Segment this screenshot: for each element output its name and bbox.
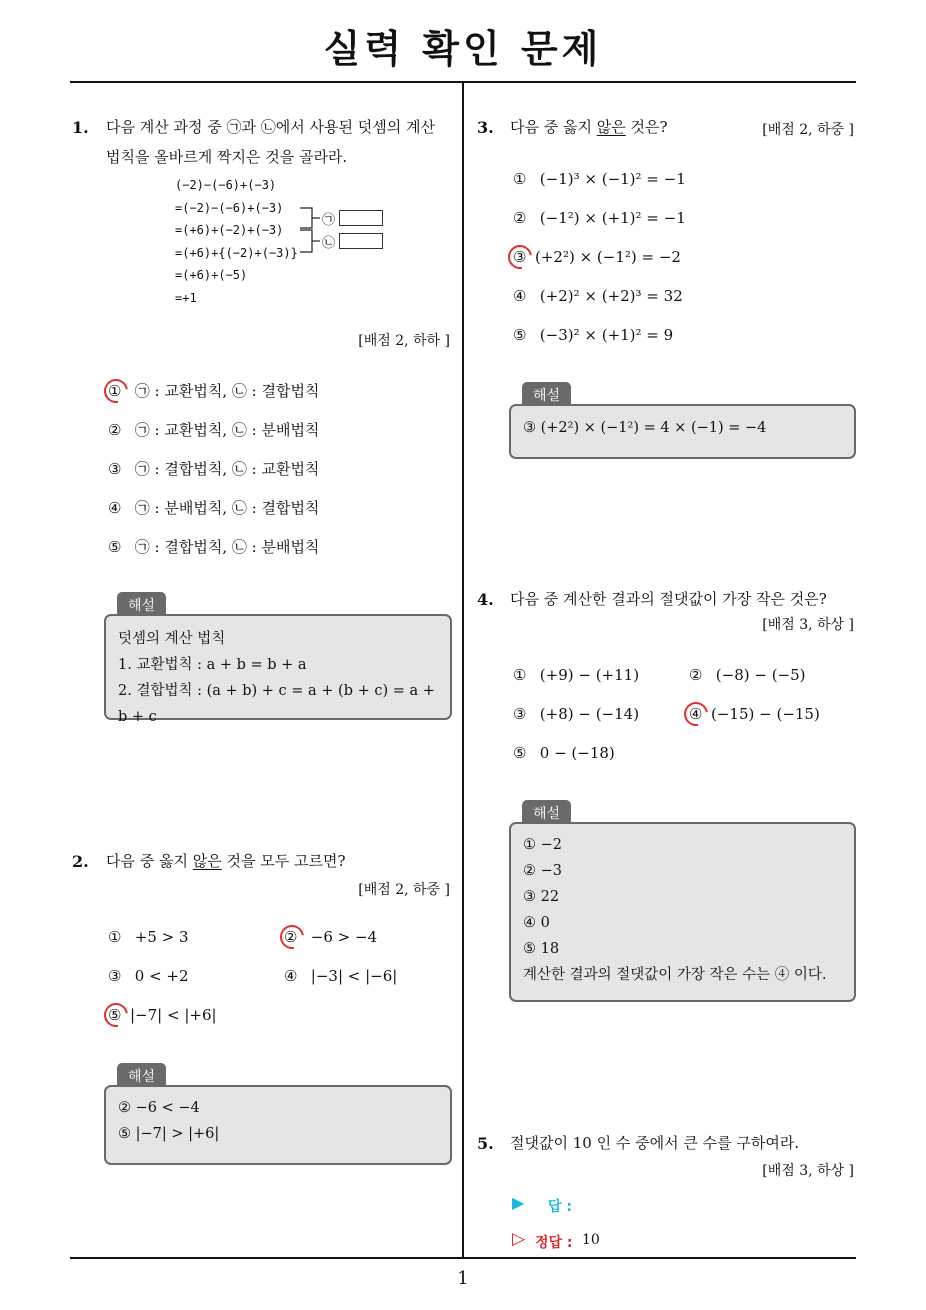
solution-tag: 해설 <box>522 800 571 827</box>
q1-option-2[interactable]: ② ㉠ : 교환법칙, ㉡ : 분배법칙 <box>108 421 320 439</box>
question-1-line-1: 다음 계산 과정 중 ㉠과 ㉡에서 사용된 덧셈의 계산 <box>106 118 435 136</box>
question-1-score: [배점 2, 하하 ] <box>358 333 450 349</box>
solution-line: ② −6 < −4 <box>118 1100 200 1116</box>
q2-option-3[interactable]: ③ 0 < +2 <box>108 967 189 985</box>
q1-option-4[interactable]: ④ ㉠ : 분배법칙, ㉡ : 결합법칙 <box>108 499 320 517</box>
q4-option-2[interactable]: ② (−8) − (−5) <box>689 666 806 684</box>
q4-option-1[interactable]: ① (+9) − (+11) <box>513 666 640 684</box>
question-3-number: 3. <box>477 118 494 137</box>
solution-box-3 <box>509 404 856 459</box>
question-5-number: 5. <box>477 1134 494 1153</box>
q3-option-4[interactable]: ④ (+2)² × (+2)³ = 32 <box>513 287 683 305</box>
calc-line: =(+6)+{(−2)+(−3)} <box>175 245 298 260</box>
blank-b <box>339 233 383 249</box>
answer-label: 답 : <box>548 1199 572 1215</box>
solution-tag: 해설 <box>117 1063 166 1090</box>
solution-line: 2. 결합법칙 : (a + b) + c = a + (b + c) = a + b + c <box>118 683 435 725</box>
q4-option-3[interactable]: ③ (+8) − (−14) <box>513 705 640 723</box>
answer-arrow-icon: ▶ <box>512 1193 525 1212</box>
correct-value: 10 <box>582 1232 600 1248</box>
solution-line: 1. 교환법칙 : a + b = b + a <box>118 657 307 673</box>
question-3-text: 다음 중 옳지 않은 것은? <box>510 118 668 136</box>
calculation-steps <box>175 174 298 310</box>
blank-a <box>339 210 383 226</box>
question-2-number: 2. <box>72 852 89 871</box>
solution-line: ② −3 <box>523 863 562 879</box>
solution-line: ⑤ |−7| > |+6| <box>118 1126 220 1142</box>
solution-tag: 해설 <box>117 592 166 619</box>
calc-line: =(−2)−(−6)+(−3) <box>175 200 284 215</box>
q2-option-5[interactable]: ⑤ |−7| < |+6| <box>108 1006 217 1024</box>
question-1-text <box>106 112 456 172</box>
q1-option-3[interactable]: ③ ㉠ : 결합법칙, ㉡ : 교환법칙 <box>108 460 320 478</box>
solution-line: ③ 22 <box>523 889 560 905</box>
q3-option-3[interactable]: ③ (+2²) × (−1²) = −2 <box>513 248 681 266</box>
q3-option-1[interactable]: ① (−1)³ × (−1)² = −1 <box>513 170 686 188</box>
question-2-score: [배점 2, 하중 ] <box>358 882 450 898</box>
question-1-line-2: 법칙을 올바르게 짝지은 것을 골라라. <box>106 148 348 166</box>
q2-option-1[interactable]: ① +5 > 3 <box>108 928 189 946</box>
label-b: ㉡ <box>322 236 336 251</box>
solution-tag: 해설 <box>522 382 571 409</box>
bottom-rule <box>70 1257 856 1259</box>
solution-line: ④ 0 <box>523 915 550 931</box>
solution-line: 덧셈의 계산 법칙 <box>118 631 226 647</box>
calc-line: =+1 <box>175 290 197 305</box>
solution-box-1 <box>104 614 452 725</box>
answer-circle <box>503 240 536 273</box>
q1-option-1[interactable]: ① ㉠ : 교환법칙, ㉡ : 결합법칙 <box>108 382 320 400</box>
q3-option-2[interactable]: ② (−1²) × (+1)² = −1 <box>513 209 686 227</box>
question-3-score: [배점 2, 하중 ] <box>762 122 854 138</box>
solution-line: ① −2 <box>523 837 562 853</box>
answer-circle <box>679 697 712 730</box>
label-a: ㉠ <box>322 213 336 228</box>
question-1-number: 1. <box>72 118 89 137</box>
solution-line: ③ (+2²) × (−1²) = 4 × (−1) = −4 <box>523 420 767 436</box>
solution-box-2 <box>104 1085 452 1165</box>
question-2-text: 다음 중 옳지 않은 것을 모두 고르면? <box>106 852 346 870</box>
question-4-number: 4. <box>477 590 494 609</box>
q4-option-4[interactable]: ④ (−15) − (−15) <box>689 705 820 723</box>
correct-label: 정답 : <box>535 1235 573 1251</box>
calc-line: (−2)−(−6)+(−3) <box>175 178 277 192</box>
answer-circle <box>275 920 308 953</box>
solution-line: ⑤ 18 <box>523 941 560 957</box>
q1-option-5[interactable]: ⑤ ㉠ : 결합법칙, ㉡ : 분배법칙 <box>108 538 320 556</box>
solution-box-4 <box>509 822 856 1002</box>
question-4-score: [배점 3, 하상 ] <box>762 617 854 633</box>
q4-option-5[interactable]: ⑤ 0 − (−18) <box>513 744 615 762</box>
calc-line: =(+6)+(−5) <box>175 268 248 283</box>
q2-option-2[interactable]: ② −6 > −4 <box>284 928 378 946</box>
question-4-text: 다음 중 계산한 결과의 절댓값이 가장 작은 것은? <box>510 590 827 608</box>
page-title: 실력 확인 문제 <box>323 27 603 71</box>
solution-line: 계산한 결과의 절댓값이 가장 작은 수는 ④ 이다. <box>523 967 827 983</box>
answer-circle <box>99 998 132 1031</box>
calc-line: =(+6)+(−2)+(−3) <box>175 223 284 238</box>
column-divider <box>462 82 464 1258</box>
question-5-text: 절댓값이 10 인 수 중에서 큰 수를 구하여라. <box>510 1134 800 1152</box>
q3-option-5[interactable]: ⑤ (−3)² × (+1)² = 9 <box>513 326 674 344</box>
correct-arrow-icon: ▷ <box>512 1229 526 1249</box>
question-5-score: [배점 3, 하상 ] <box>762 1163 854 1179</box>
q2-option-4[interactable]: ④ |−3| < |−6| <box>284 967 398 985</box>
page-number: 1 <box>457 1268 469 1289</box>
